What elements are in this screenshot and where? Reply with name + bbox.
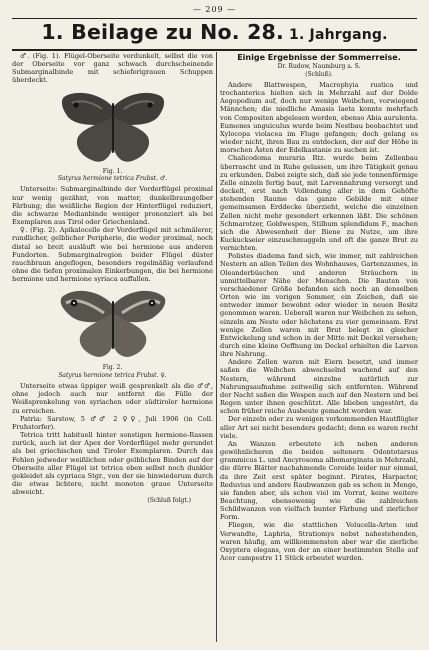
column-divider — [216, 52, 217, 642]
female-underside-paragraph: Unterseite etwas üppiger weiß gesprenkelt als die ♂♂, ohne jedoch auch nur entfernt die Fülle der Weißsprenkelung von syriachen oder südtiroler hermione zu erreichen. — [12, 382, 213, 415]
article-paragraph: Polistes diadema fand sich, wie immer, mit zahlreichen Nestern an allen Teilen des Wohnhauses, Gartenzaunes, in Oleanderbüschen und anderen Sträuchern in unmittelbarer Nähe der Menschen. Die Bauten von verschiedener Größe befanden sich noch an denselben Orten wie im vorigen Sommer, ein Zeichen, daß sie entweder immer bewohnt oder wieder in neuen Besitz genommen waren. Ueberall waren nur Weibchen zu sehen, einzeln am Neste oder höchstens zu vier gemeinsam. Erst wenige Zellen waren mit Brut belegt in gleicher Entwickelung und schon in der Mitte mit Deckel versehen; durch eine kleine Oeffnung im Deckel erhielten die Larven ihre Nahrung. — [220, 252, 418, 359]
female-paragraph: ♀. (Fig. 2). Apikalocelle der Vorderflügel mit schmälerer, rundlicher, gelblicher Peripherie, die weder proximal, noch distal so breit ausläuft wie bei hermione aus anderen Fundorten. Submarginalregion beider Flügel düster rauchbraun angeflogen, besonders regelmäßig verlaufend ohne die tiefen proximalen Einkerbungen, die bei hermione hermione und hermione syriaca auffallen. — [12, 226, 213, 284]
figure-1-label: Fig. 1. — [102, 167, 123, 175]
top-rule — [12, 18, 417, 19]
article-author: Dr. Rudow, Naumburg a. S. — [277, 63, 361, 70]
figure-2-label: Fig. 2. — [102, 364, 123, 372]
male-underside-paragraph: Unterseite: Submarginalbinde der Vorderflügel proximal nur wenig gezähnt, von matter, dunkelbraungelber Färbung; die weißliche Region der Hinterflügel reduziert, die schwarze Medianbinde weniger prononziert als bei Exemplaren aus Tirol oder Griechenland. — [12, 185, 213, 227]
header-rule — [12, 49, 417, 51]
tetrica-paragraph: Tetrica tritt habituell hinter sonstigen hermione-Rassen zurück, auch ist der Apex der Vorderflügel mehr gerundet als bei griechischen und Tiroler Exemplaren. Durch das Fehlen jedweder weißlichen oder gelblichen Binden auf der Oberseite aller Flügel ist tetrica eben selbst noch dunkler gekleidet als cypriaca Stgr., von der sie hinwiederum durch die etwas lichtere, nicht monoton graue Unterseite abweicht. — [12, 431, 213, 497]
banner-year: 1. Jahrgang. — [289, 27, 388, 43]
patria-paragraph: Patria: Sarstow, 5 ♂♂ 2 ♀♀, Juli 1906 (in Coll. Fruhstorfer). — [12, 414, 213, 431]
figure-1-caption — [12, 168, 213, 183]
page-number: — 209 — — [192, 5, 237, 14]
banner-title: 1. Beilage zu No. 28. — [41, 20, 285, 44]
butterfly-male-figure — [58, 87, 168, 167]
figure-2-caption — [12, 364, 213, 379]
article-paragraph: An Wanzen erbeutete ich neben anderen gewöhnlicheren die beiden seltenern Odontotarsus grammicus L. und Ancyrosoma albomarginata in Mehrzahl, die dürre Blätter nachahmende Coreide leider nur einmal, da ihre Zeit erst später beginnt. Pirates, Harpactor, Reduvius und andere Raubwanzen gab es schon in Menge, sie fanden aber, als schon viel im Vorrat, keine weitere Beachtung, ebensowenig wie die zahlreichen Schildwanzen von vielfach bunter Färbung und zierlicher Form. — [220, 439, 418, 522]
butterfly-female-figure — [58, 285, 168, 363]
article-paragraph: Chalicodoma muraria Rtz. wurde beim Zellenbau überrascht und in Ruhe gelassen, um ihre Tätigkeit genau zu erkunden. Dabei zeigte sich, daß sie jede tonnenförmige Zelle einzeln fertig baut, mit Larvennahrung versorgt und deckelt, erst nach Vollendung aller in dem Gehöfte stehenden Raume das ganze Gebilde mit einer gemeinsamen Erddecke überzieht, welche die einzelnen Zellen nicht mehr gesondert erkennen läßt. Die schönen Schmarotzer, Goldwespen, Stilbum splendidum F., machen sich die Abwesenheit der Biene zu Nutze, um ihre Kuckuckseier einzuschmuggeln und oft die ganze Brut zu vernichten. — [220, 154, 418, 253]
article-paragraph: Fliegen, wie die stattlichen Volucella-Arten und Verwandte, Laphria, Stratiomys nebst nahestehenden, waren häufig, am willkommensten aber war die zierliche Oxyptera elegans, von der an einer bestimmten Stelle auf Acer campestre 11 Stück erbeutet wurden. — [220, 521, 418, 563]
right-column — [220, 52, 418, 562]
article-paragraph: Der einzeln oder zu wenigen vorkommenden Hautflügler aller Art sei nicht besonders gedacht; denn es waren recht viele. — [220, 415, 418, 440]
article-paragraph: Andere Blattwespen, Macrophyia rustica und trochanterica hielten sich in Mehrzahl auf der Dolde Aegopodium auf, doch nur wenige Weibchen, vorwiegend Männchen; die niedliche Amasis laeta konnte mehrfach von Compositen abgelesen werden, ebenso Abia aurulenta. Eumenes unguiculus wurde beim Nestbau beobachtet und Xylocopa violacea im Fluge gefangen; doch gelang es wieder nicht, ihren Bau zu entdecken, der auf der Höhe in morschen Ästen der Edelkastanie zu suchen ist. — [220, 81, 418, 155]
article-title: Einige Ergebnisse der Sommerreise. — [237, 53, 401, 62]
article-paragraph: Andere Zellen waren mit Eiern besetzt, und immer saßen die Weibchen abwechselnd wachend auf den Nestern, während einzelne natürlich zur Nahrungsaufnahme zeitweilig sich entfernten. Während der Nacht saßen die Wespen auch auf den Nestern und bei Regen unter ihnen geschützt. Alle blieben ungestört, da schon früher reiche Ausbeute gemacht worden war. — [220, 358, 418, 416]
figure-2-title: Satyrus hermione tetrica Frubst. ♀. — [58, 371, 167, 379]
figure-1-title: Satyrus hermione tetrica Frubst. ♂. — [57, 175, 168, 183]
male-upperside-paragraph: ♂. (Fig. 1). Flügel-Oberseite verdunkelt, selbst die von der Oberseite vor ganz schwach durchscheinende Submarginalbinde mit schieferigrauen Schuppen überdeckt. — [12, 52, 213, 85]
article-note: (Schluß). — [305, 71, 333, 78]
continued-note: (Schluß folgt.) — [147, 497, 191, 505]
left-column — [12, 52, 213, 505]
supplement-banner — [0, 20, 429, 44]
